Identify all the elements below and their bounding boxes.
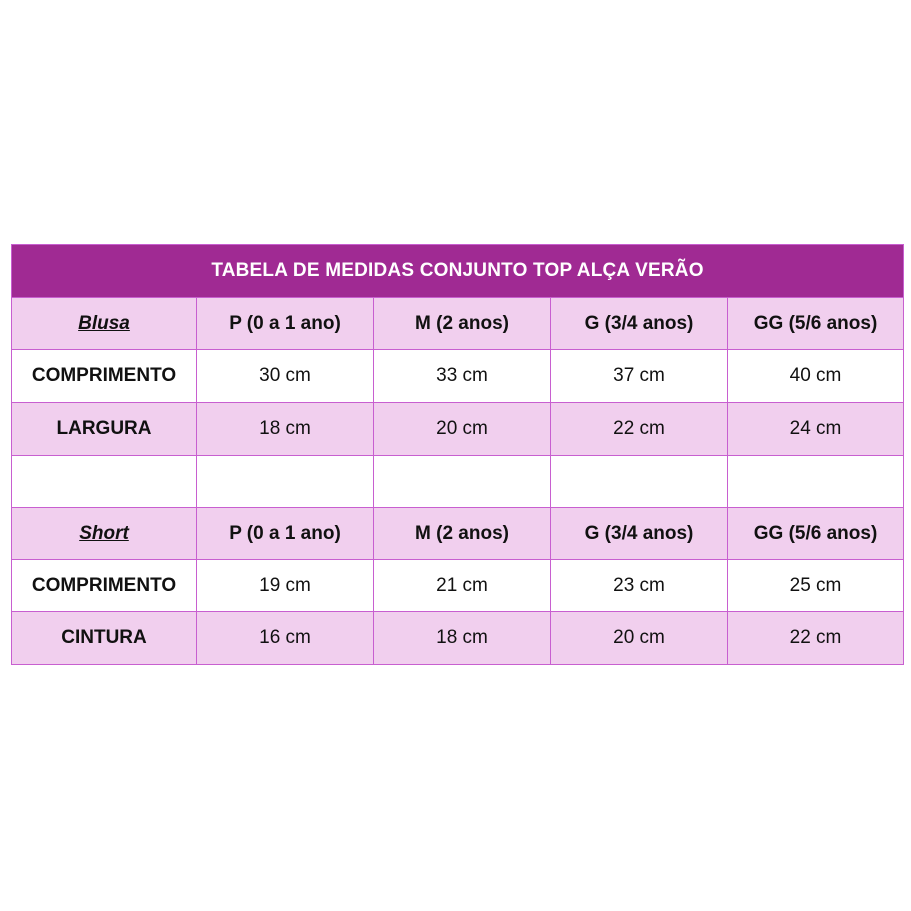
value-cell: 40 cm bbox=[728, 350, 904, 403]
table-title: TABELA DE MEDIDAS CONJUNTO TOP ALÇA VERÃO bbox=[12, 245, 904, 298]
value-cell: 18 cm bbox=[374, 612, 551, 665]
empty-cell bbox=[12, 456, 197, 508]
row-label: CINTURA bbox=[12, 612, 197, 665]
size-chart-table bbox=[11, 244, 904, 665]
size-header-g: G (3/4 anos) bbox=[551, 298, 728, 350]
value-cell: 20 cm bbox=[551, 612, 728, 665]
size-header-gg: GG (5/6 anos) bbox=[728, 298, 904, 350]
value-cell: 37 cm bbox=[551, 350, 728, 403]
table-row bbox=[12, 560, 904, 612]
value-cell: 24 cm bbox=[728, 403, 904, 456]
table-row bbox=[12, 612, 904, 665]
empty-cell bbox=[728, 456, 904, 508]
row-label: COMPRIMENTO bbox=[12, 560, 197, 612]
section-label-blusa: Blusa bbox=[12, 298, 197, 350]
section-label-short: Short bbox=[12, 508, 197, 560]
value-cell: 23 cm bbox=[551, 560, 728, 612]
size-header-p: P (0 a 1 ano) bbox=[197, 508, 374, 560]
value-cell: 30 cm bbox=[197, 350, 374, 403]
row-label: COMPRIMENTO bbox=[12, 350, 197, 403]
empty-cell bbox=[374, 456, 551, 508]
value-cell: 25 cm bbox=[728, 560, 904, 612]
value-cell: 19 cm bbox=[197, 560, 374, 612]
short-header-row bbox=[12, 508, 904, 560]
table-title-row bbox=[12, 245, 904, 298]
value-cell: 21 cm bbox=[374, 560, 551, 612]
value-cell: 18 cm bbox=[197, 403, 374, 456]
size-header-m: M (2 anos) bbox=[374, 508, 551, 560]
blusa-header-row bbox=[12, 298, 904, 350]
spacer-row bbox=[12, 456, 904, 508]
value-cell: 20 cm bbox=[374, 403, 551, 456]
value-cell: 33 cm bbox=[374, 350, 551, 403]
table-row bbox=[12, 403, 904, 456]
value-cell: 16 cm bbox=[197, 612, 374, 665]
size-header-m: M (2 anos) bbox=[374, 298, 551, 350]
value-cell: 22 cm bbox=[551, 403, 728, 456]
value-cell: 22 cm bbox=[728, 612, 904, 665]
empty-cell bbox=[197, 456, 374, 508]
size-header-g: G (3/4 anos) bbox=[551, 508, 728, 560]
size-header-p: P (0 a 1 ano) bbox=[197, 298, 374, 350]
empty-cell bbox=[551, 456, 728, 508]
table-row bbox=[12, 350, 904, 403]
size-header-gg: GG (5/6 anos) bbox=[728, 508, 904, 560]
row-label: LARGURA bbox=[12, 403, 197, 456]
